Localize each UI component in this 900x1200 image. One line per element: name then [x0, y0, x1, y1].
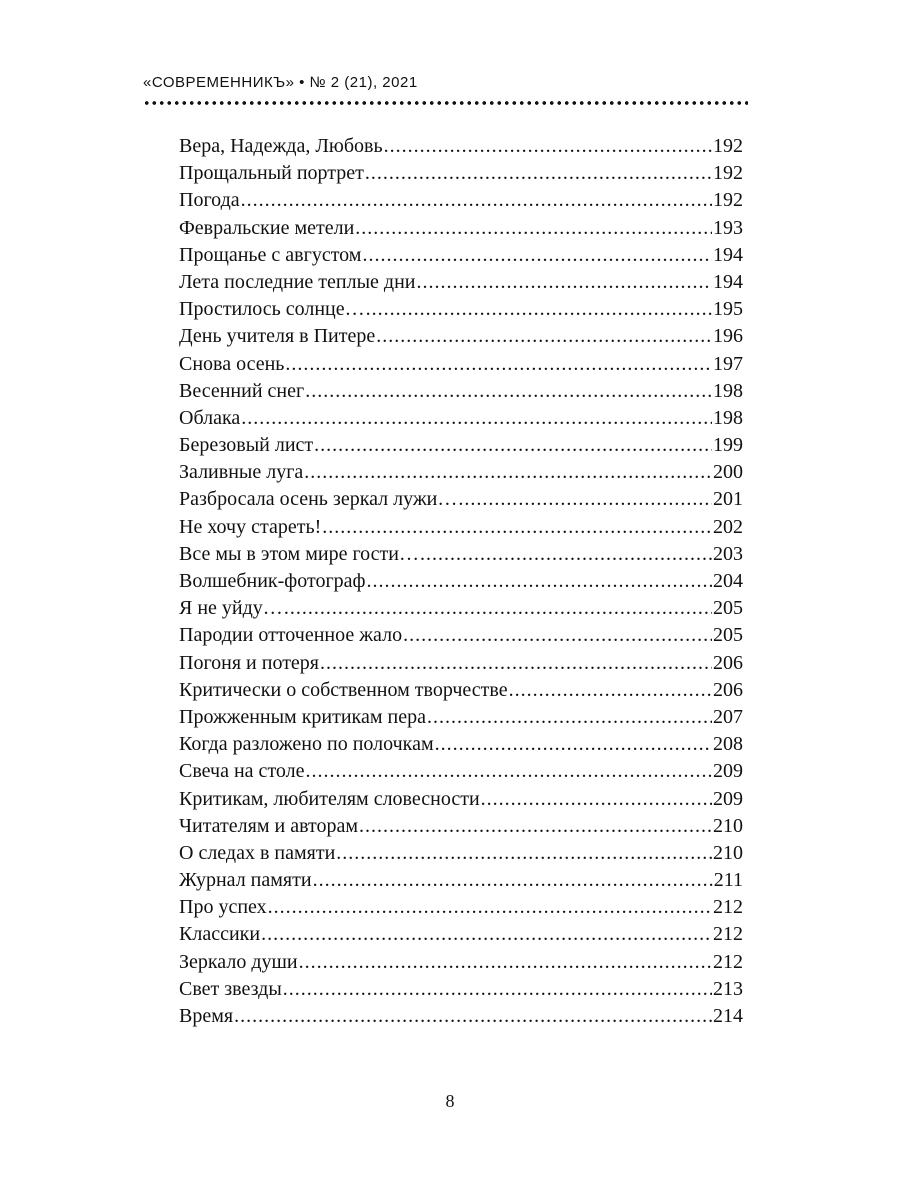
dot-leader: [384, 133, 712, 160]
toc-entry-title: Прощанье с августом: [179, 243, 362, 266]
toc-entry-title: Критикам, любителям словесности: [179, 787, 480, 810]
dot-leader: [403, 622, 712, 649]
toc-entry-title: Вера, Надежда, Любовь: [179, 135, 383, 157]
toc-entry-title: Разбросала осень зеркал лужи…: [179, 488, 458, 511]
toc-entry: [179, 949, 743, 976]
toc-entry: [179, 323, 743, 350]
toc-entry: [179, 867, 743, 894]
toc-entry-title: Прожженным критикам пера: [179, 705, 426, 728]
toc-entry: [179, 840, 743, 867]
toc-entry-page: 202: [713, 515, 743, 538]
toc-entry: [179, 405, 743, 432]
toc-entry: [179, 595, 743, 622]
toc-entry-page: 201: [713, 488, 743, 511]
dot-leader: [362, 242, 712, 269]
toc-entry-page: 209: [713, 787, 743, 810]
dot-leader: [427, 704, 712, 731]
toc-entry-title: Заливные луга: [179, 461, 304, 484]
toc-entry-page: 198: [713, 379, 743, 402]
toc-entry-title: Лета последние теплые дни: [179, 270, 416, 293]
toc-entry: [179, 242, 743, 269]
toc-entry-page: 200: [713, 461, 743, 484]
toc-entry-page: 194: [713, 243, 743, 266]
toc-entry-page: 210: [713, 814, 743, 837]
toc-entry-page: 212: [713, 923, 743, 946]
dot-leader: [435, 731, 712, 758]
toc-entry-page: 209: [713, 760, 743, 783]
toc-entry-page: 208: [713, 733, 743, 756]
toc-entry: [179, 215, 743, 242]
toc-entry-page: 198: [713, 406, 743, 429]
toc-entry-title: Время: [179, 1005, 234, 1027]
dotted-divider: [143, 100, 748, 106]
dot-leader: [313, 867, 713, 894]
toc-entry: [179, 514, 743, 541]
toc-entry-page: 213: [713, 977, 743, 1000]
toc-entry-title: Березовый лист: [179, 434, 314, 457]
dot-leader: [268, 894, 712, 921]
toc-entry-page: 205: [713, 597, 743, 620]
toc-entry: [179, 568, 743, 595]
toc-entry-title: Волшебник-фотограф: [179, 570, 366, 592]
toc-entry-title: Февральские метели: [179, 216, 355, 239]
dot-leader: [509, 677, 712, 704]
dot-leader: [365, 160, 712, 187]
toc-entry: [179, 432, 743, 459]
toc-entry-page: 194: [713, 270, 743, 293]
toc-entry-title: Простилось солнце…: [179, 298, 365, 321]
toc-entry-title: Критически о собственном творчестве: [179, 678, 508, 701]
toc-entry-page: 212: [713, 950, 743, 973]
toc-entry-page: 196: [713, 325, 743, 348]
toc-entry: [179, 731, 743, 758]
page-number: 8: [445, 1091, 455, 1111]
toc-entry: [179, 160, 743, 187]
toc-entry-title: О следах в памяти: [179, 841, 336, 864]
toc-entry-page: 214: [713, 1005, 743, 1027]
toc-entry-title: Прощальный портрет: [179, 162, 364, 185]
toc-entry-page: 199: [713, 434, 743, 457]
dot-leader: [299, 949, 712, 976]
toc-entry: [179, 758, 743, 785]
toc-entry-page: 195: [713, 298, 743, 321]
toc-entry-page: 205: [713, 624, 743, 647]
dot-leader: [367, 568, 712, 595]
toc-entry-page: 212: [713, 896, 743, 919]
toc-entry-title: Я не уйду…: [179, 597, 283, 620]
toc-entry: [179, 786, 743, 813]
toc-entry: [179, 704, 743, 731]
dot-leader: [284, 595, 712, 622]
toc-entry-title: Облака: [179, 406, 241, 429]
toc-entry: [179, 976, 743, 1003]
toc-entry: [179, 133, 743, 160]
toc-entry-title: Читателям и авторам: [179, 814, 359, 837]
toc-entry-title: Зеркало души: [179, 950, 298, 973]
toc-entry-page: 192: [713, 189, 743, 212]
toc-entry-title: Пародии отточенное жало: [179, 624, 403, 647]
dot-leader: [304, 459, 712, 486]
toc-entry-title: Снова осень: [179, 352, 285, 375]
dot-leader: [234, 1003, 712, 1030]
toc-entry: [179, 650, 743, 677]
dot-leader: [305, 378, 712, 405]
toc-entry: [179, 1003, 743, 1030]
toc-entry-title: Не хочу стареть!: [179, 515, 322, 538]
toc-entry-title: Свет звезды: [179, 977, 282, 1000]
toc-entry-title: Про успех: [179, 896, 267, 919]
dot-leader: [355, 215, 712, 242]
dot-leader: [376, 323, 712, 350]
toc-entry-page: 193: [713, 216, 743, 239]
table-of-contents: [179, 133, 743, 1030]
toc-entry-title: Журнал памяти: [179, 869, 312, 892]
toc-entry-page: 207: [713, 705, 743, 728]
dot-leader: [261, 921, 712, 948]
dot-leader: [420, 541, 712, 568]
toc-entry-page: 197: [713, 352, 743, 375]
dot-leader: [314, 432, 712, 459]
toc-entry-title: Когда разложено по полочкам: [179, 733, 434, 756]
toc-entry-page: 192: [713, 162, 743, 185]
toc-entry: [179, 813, 743, 840]
toc-entry: [179, 541, 743, 568]
dot-leader: [306, 758, 712, 785]
toc-entry: [179, 921, 743, 948]
toc-entry: [179, 296, 743, 323]
toc-entry-title: Весенний снег: [179, 379, 305, 402]
toc-entry-title: Погоня и потеря: [179, 651, 320, 674]
toc-entry-title: Погода: [179, 189, 240, 212]
dot-leader: [336, 840, 712, 867]
toc-entry: [179, 894, 743, 921]
dot-leader: [481, 786, 712, 813]
toc-entry: [179, 378, 743, 405]
toc-entry-title: День учителя в Питере: [179, 325, 376, 348]
toc-entry-page: 204: [713, 570, 743, 592]
dot-leader: [320, 650, 712, 677]
running-header: «СОВРЕМЕННИКЪ» • № 2 (21), 2021: [143, 74, 418, 91]
toc-entry: [179, 351, 743, 378]
dot-leader: [458, 486, 712, 513]
toc-entry-page: 210: [713, 841, 743, 864]
toc-entry-page: 203: [713, 542, 743, 565]
dot-leader: [417, 269, 713, 296]
dot-leader: [285, 351, 712, 378]
toc-entry: [179, 187, 743, 214]
toc-entry: [179, 269, 743, 296]
dot-leader: [322, 514, 712, 541]
dot-leader: [283, 976, 712, 1003]
dot-leader: [241, 187, 712, 214]
toc-entry-title: Свеча на столе: [179, 760, 305, 783]
toc-entry-page: 206: [713, 651, 743, 674]
toc-entry: [179, 486, 743, 513]
toc-entry-page: 192: [713, 135, 743, 157]
toc-entry-title: Классики: [179, 923, 261, 946]
toc-entry: [179, 459, 743, 486]
dot-leader: [366, 296, 712, 323]
toc-entry-page: 211: [713, 869, 743, 892]
dot-leader: [359, 813, 712, 840]
toc-entry: [179, 677, 743, 704]
toc-entry-page: 206: [713, 678, 743, 701]
toc-entry: [179, 622, 743, 649]
toc-entry-title: Все мы в этом мире гости…: [179, 542, 419, 565]
dot-leader: [241, 405, 712, 432]
